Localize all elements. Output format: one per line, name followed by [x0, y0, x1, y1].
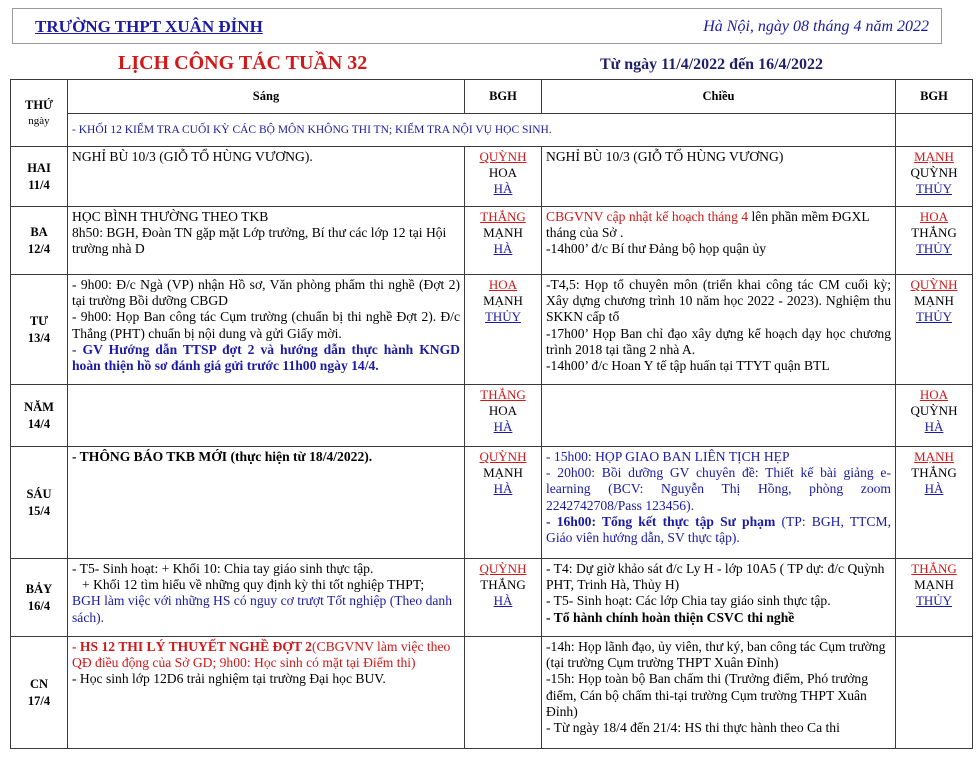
bgh-duty-secondary: QUỲNH [910, 402, 958, 418]
bgh-afternoon-cell [896, 207, 973, 275]
morning-cell [68, 385, 465, 447]
bgh-afternoon-cell [896, 147, 973, 207]
bgh-duty-primary: MẠNH [914, 149, 954, 164]
morning-item-highlight: - HS 12 THI LÝ THUYẾT NGHỀ ĐỢT 2 [72, 639, 312, 654]
bgh-duty-third: HÀ [493, 592, 513, 608]
day-label: BẢY [25, 582, 53, 597]
morning-item: 8h50: BGH, Đoàn TN gặp mặt Lớp trưởng, Bí thư các lớp 12 tại Hội trường nhà D [72, 225, 447, 257]
date-label: 15/4 [27, 503, 51, 518]
afternoon-item: -14h: Họp lãnh đạo, ủy viên, thư ký, ban công tác Cụm trường (tại trường Cụm trường THPT Xuân Đỉnh) [546, 639, 886, 671]
bgh-duty-primary: HOA [488, 277, 518, 292]
bgh-duty-primary: QUỲNH [479, 149, 527, 164]
morning-cell [68, 147, 465, 207]
bgh-morning-cell [465, 207, 542, 275]
afternoon-cell [542, 147, 896, 207]
morning-item: - T5- Sinh hoạt: + Khối 10: Chia tay giáo sinh thực tập. [72, 561, 374, 576]
column-header-bgh-morning: BGH [465, 80, 542, 114]
afternoon-item: - 15h00: HỌP GIAO BAN LIÊN TỊCH HẸP [546, 449, 790, 464]
morning-cell [68, 559, 465, 637]
morning-item: - 9h00: Đ/c Ngà (VP) nhận Hồ sơ, Văn phòng phẩm thi nghề (Đợt 2) tại trường Bồi dưỡng CBGD [72, 277, 460, 309]
bgh-morning-cell [465, 559, 542, 637]
morning-item: HỌC BÌNH THƯỜNG THEO TKB [72, 209, 269, 224]
morning-cell [68, 207, 465, 275]
afternoon-item: -T4,5: Họp tổ chuyên môn (triển khai công tác CM cuối kỳ; Xây dựng chương trình 10 năm học 2022 - 2023). Nghiệm thu SKKN cấp tổ [546, 277, 891, 325]
bgh-afternoon-cell [896, 275, 973, 385]
schedule-row-wednesday [11, 275, 973, 385]
bgh-duty-secondary: THẮNG [911, 464, 957, 480]
schedule-row-monday [11, 147, 973, 207]
bgh-duty-secondary: QUỲNH [910, 164, 958, 180]
bgh-duty-third: HÀ [924, 418, 944, 434]
bgh-afternoon-cell [896, 385, 973, 447]
table-header-row [11, 80, 973, 114]
schedule-date-range: Từ ngày 11/4/2022 đến 16/4/2022 [600, 56, 823, 73]
bgh-duty-secondary: HOA [488, 164, 518, 180]
bgh-duty-third: THỦY [915, 180, 953, 196]
morning-item: + Khối 12 tìm hiểu về những quy định kỳ thi tốt nghiệp THPT; [82, 577, 425, 593]
bgh-duty-third: THỦY [915, 240, 953, 256]
bgh-afternoon-cell [896, 637, 973, 749]
day-header-label: THỨ [24, 97, 53, 112]
day-cell [11, 637, 68, 749]
schedule-row-friday [11, 447, 973, 559]
bgh-duty-secondary: MẠNH [483, 292, 523, 308]
bgh-duty-primary: QUỲNH [910, 277, 958, 292]
afternoon-item: -17h00’ Họp Ban chỉ đạo xây dựng kế hoạch dạy học chương trình 2018 tại tầng 2 nhà A. [546, 325, 891, 357]
bgh-duty-primary: THẮNG [480, 209, 526, 224]
schedule-row-saturday [11, 559, 973, 637]
afternoon-item: -14h00’ đ/c Hoan Y tế tập huấn tại TTYT quận BTL [546, 358, 830, 374]
day-label: BA [30, 225, 48, 240]
bgh-morning-cell [465, 275, 542, 385]
bgh-duty-primary: HOA [919, 209, 949, 224]
morning-item-highlight: - THÔNG BÁO TKB MỚI (thực hiện từ 18/4/2022). [72, 449, 373, 464]
day-label: HAI [27, 161, 51, 176]
afternoon-item-highlight: - 16h00: Tổng kết thực tập Sư phạm [546, 513, 776, 529]
bgh-duty-primary: MẠNH [914, 449, 954, 464]
date-label: 17/4 [27, 693, 51, 708]
schedule-row-tuesday [11, 207, 973, 275]
bgh-duty-secondary: THẮNG [911, 224, 957, 240]
note-empty-cell [896, 114, 973, 147]
afternoon-item: -15h: Họp toàn bộ Ban chấm thi (Trưởng điểm, Phó trưởng điểm, Cán bộ chấm thi-tại trường Cụm trường THPT Xuân Đỉnh) [546, 671, 868, 719]
day-cell [11, 559, 68, 637]
date-label: 12/4 [27, 241, 51, 256]
afternoon-item: - T5- Sinh hoạt: Các lớp Chia tay giáo sinh thực tập. [546, 593, 831, 609]
afternoon-cell [542, 275, 896, 385]
date-header-label: ngày [28, 115, 50, 127]
school-header-box [12, 8, 942, 44]
day-cell [11, 385, 68, 447]
date-label: 14/4 [27, 416, 51, 431]
note-row [11, 114, 973, 147]
day-cell [11, 207, 68, 275]
bgh-afternoon-cell [896, 559, 973, 637]
morning-item-highlight: - GV Hướng dẫn TTSP đợt 2 và hướng dẫn thực hành KNGD hoàn thiện hồ sơ đánh giá gửi trước 11h00 ngày 14/4. [72, 341, 460, 374]
afternoon-cell [542, 385, 896, 447]
column-header-bgh-afternoon: BGH [896, 80, 973, 114]
afternoon-item: -14h00’ đ/c Bí thư Đảng bộ họp quận ủy [546, 241, 767, 257]
bgh-duty-third: HÀ [924, 480, 944, 496]
schedule-row-sunday [11, 637, 973, 749]
afternoon-cell [542, 207, 896, 275]
day-cell [11, 147, 68, 207]
afternoon-item: - Từ ngày 18/4 đến 21/4: HS thi thực hành theo Ca thi [546, 720, 840, 736]
day-label: TƯ [29, 314, 49, 329]
bgh-duty-third: HÀ [493, 240, 513, 256]
afternoon-item: NGHỈ BÙ 10/3 (GIỖ TỔ HÙNG VƯƠNG) [546, 149, 784, 164]
school-name: TRƯỜNG THPT XUÂN ĐỈNH [35, 17, 263, 36]
bgh-duty-primary: QUỲNH [479, 449, 527, 464]
morning-item: NGHỈ BÙ 10/3 (GIỖ TỔ HÙNG VƯƠNG). [72, 149, 313, 164]
weekly-schedule-table [10, 79, 973, 749]
morning-item: - 9h00: Họp Ban công tác Cụm trường (chuẩn bị thi nghề Đợt 2). Đ/c Thắng (PHT) chuẩn bị nội dung và gửi Giấy mời. [72, 309, 460, 341]
bgh-duty-secondary: MẠNH [483, 224, 523, 240]
bgh-morning-cell [465, 447, 542, 559]
day-label: NĂM [24, 400, 54, 415]
morning-cell [68, 637, 465, 749]
afternoon-item: lên phần mềm ĐGXL tháng của Sở . [546, 209, 870, 241]
afternoon-cell [542, 447, 896, 559]
afternoon-cell [542, 637, 896, 749]
document-date: Hà Nội, ngày 08 tháng 4 năm 2022 [703, 18, 929, 35]
afternoon-item-highlight: CBGVNV cập nhật kế hoạch tháng 4 [546, 209, 749, 224]
bgh-duty-secondary: MẠNH [483, 464, 523, 480]
date-label: 16/4 [27, 598, 51, 613]
day-cell [11, 275, 68, 385]
afternoon-item-highlight: - Tổ hành chính hoàn thiện CSVC thi nghề [546, 609, 795, 625]
day-cell [11, 447, 68, 559]
bgh-morning-cell [465, 385, 542, 447]
bgh-duty-secondary: HOA [488, 402, 518, 418]
bgh-duty-primary: THẮNG [480, 387, 526, 402]
schedule-row-thursday [11, 385, 973, 447]
schedule-title: LỊCH CÔNG TÁC TUẦN 32 [118, 52, 368, 74]
morning-item: - Học sinh lớp 12D6 trải nghiệm tại trường Đại học BUV. [72, 671, 386, 687]
morning-cell [68, 447, 465, 559]
bgh-afternoon-cell [896, 447, 973, 559]
column-header-afternoon: Chiều [542, 80, 896, 114]
day-label: CN [29, 677, 49, 692]
bgh-duty-secondary: MẠNH [914, 292, 954, 308]
column-header-morning: Sáng [68, 80, 465, 114]
bgh-duty-third: HÀ [493, 180, 513, 196]
afternoon-item: - 20h00: Bồi dưỡng GV chuyên đề: Thiết kế bài giảng e-learning (BCV: Nguyễn Thị Hồng, phòng zoom 2242742708/Pass 123456). [546, 465, 891, 513]
bgh-duty-third: THỦY [915, 308, 953, 324]
week-note: - KHỐI 12 KIỂM TRA CUỐI KỲ CÁC BỘ MÔN KHÔNG THI TN; KIỂM TRA NỘI VỤ HỌC SINH. [68, 114, 896, 147]
column-header-day [11, 80, 68, 147]
bgh-duty-third: HÀ [493, 480, 513, 496]
bgh-duty-third: THỦY [484, 308, 522, 324]
afternoon-item: - T4: Dự giờ khảo sát đ/c Ly H - lớp 10A5 ( TP dự: đ/c Quỳnh PHT, Trinh Hà, Thủy H) [546, 561, 885, 593]
date-label: 13/4 [27, 330, 51, 345]
morning-item: BGH làm việc với những HS có nguy cơ trượt Tốt nghiệp (Theo danh sách). [72, 593, 452, 625]
date-label: 11/4 [28, 177, 50, 192]
morning-item: (CBGVNV làm việc theo QĐ điều động của Sở GD; 9h00: Học sinh có mặt tại Điểm thi) [72, 639, 451, 671]
bgh-duty-secondary: THẮNG [480, 576, 526, 592]
bgh-morning-cell [465, 637, 542, 749]
bgh-duty-primary: THẮNG [911, 561, 957, 576]
bgh-duty-primary: HOA [919, 387, 949, 402]
bgh-duty-third: HÀ [493, 418, 513, 434]
bgh-duty-third: THỦY [915, 592, 953, 608]
afternoon-item: (TP: BGH, TTCM, Giáo viên hướng dẫn, SV thực tập). [546, 513, 891, 546]
afternoon-cell [542, 559, 896, 637]
bgh-morning-cell [465, 147, 542, 207]
bgh-duty-secondary: MẠNH [914, 576, 954, 592]
day-label: SÁU [26, 487, 52, 502]
morning-cell [68, 275, 465, 385]
bgh-duty-primary: QUỲNH [479, 561, 527, 576]
